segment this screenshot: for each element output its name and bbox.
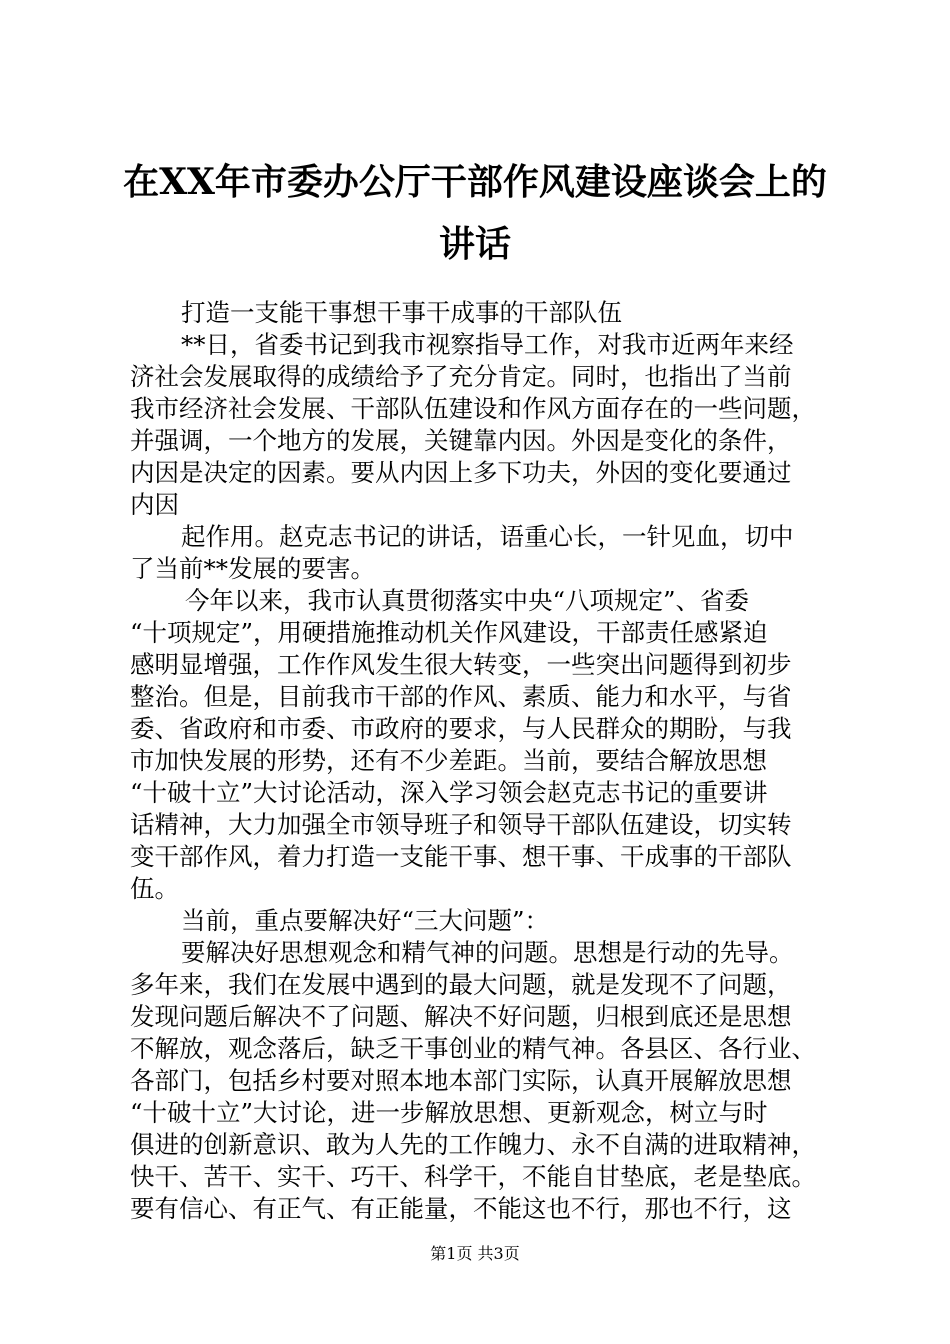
body-line: 各部门，包括乡村要对照本地本部门实际，认真开展解放思想 (130, 1066, 792, 1095)
body-line: “十项规定”，用硬措施推动机关作风建设，干部责任感紧迫 (130, 618, 768, 647)
body-line: **日，省委书记到我市视察指导工作，对我市近两年来经 (181, 330, 794, 359)
body-line-subtitle: 打造一支能干事想干事干成事的干部队伍 (181, 298, 622, 327)
body-line: 快干、苦干、实干、巧干、科学干，不能自甘垫底，老是垫底。 (130, 1162, 816, 1191)
body-line: 不解放，观念落后，缺乏干事创业的精气神。各县区、各行业、 (130, 1034, 816, 1063)
body-line: 并强调，一个地方的发展，关键靠内因。外因是变化的条件， (130, 426, 792, 455)
body-line: 内因是决定的因素。要从内因上多下功夫，外因的变化要通过 (130, 458, 792, 487)
body-line: 感明显增强，工作作风发生很大转变，一些突出问题得到初步 (130, 650, 792, 679)
body-line: 市加快发展的形势，还有不少差距。当前，要结合解放思想 (130, 746, 767, 775)
body-line: 俱进的创新意识、敢为人先的工作魄力、永不自满的进取精神， (130, 1130, 816, 1159)
body-line: 发现问题后解决不了问题、解决不好问题，归根到底还是思想 (130, 1002, 792, 1031)
body-line: 委、省政府和市委、市政府的要求，与人民群众的期盼，与我 (130, 714, 792, 743)
body-line: 要有信心、有正气、有正能量，不能这也不行，那也不行，这 (130, 1194, 792, 1223)
body-line: 我市经济社会发展、干部队伍建设和作风方面存在的一些问题， (130, 394, 816, 423)
body-line: 当前，重点要解决好“三大问题”： (181, 906, 550, 935)
body-line: 多年来，我们在发展中遇到的最大问题，就是发现不了问题， (130, 970, 792, 999)
body-line: “十破十立”大讨论，进一步解放思想、更新观念，树立与时 (130, 1098, 768, 1127)
body-line: 起作用。赵克志书记的讲话，语重心长，一针见血，切中 (181, 522, 794, 551)
body-line: 伍。 (130, 874, 179, 903)
document-title-line-1: 在XX年市委办公厅干部作风建设座谈会上的 (123, 161, 827, 203)
body-line: 变干部作风，着力打造一支能干事、想干事、干成事的干部队 (130, 842, 792, 871)
body-line: 了当前**发展的要害。 (130, 554, 375, 583)
body-line: 话精神，大力加强全市领导班子和领导干部队伍建设，切实转 (130, 810, 792, 839)
body-line: 今年以来，我市认真贯彻落实中央“八项规定”、省委 (185, 586, 750, 615)
body-line: 要解决好思想观念和精气神的问题。思想是行动的先导。 (181, 938, 794, 967)
document-title-line-2: 讲话 (438, 223, 511, 265)
body-line: 整治。但是，目前我市干部的作风、素质、能力和水平，与省 (130, 682, 792, 711)
page-number-footer: 第1页 共3页 (430, 1244, 520, 1263)
body-line: 内因 (130, 490, 179, 519)
body-line: “十破十立”大讨论活动，深入学习领会赵克志书记的重要讲 (130, 778, 768, 807)
body-line: 济社会发展取得的成绩给予了充分肯定。同时，也指出了当前 (130, 362, 792, 391)
